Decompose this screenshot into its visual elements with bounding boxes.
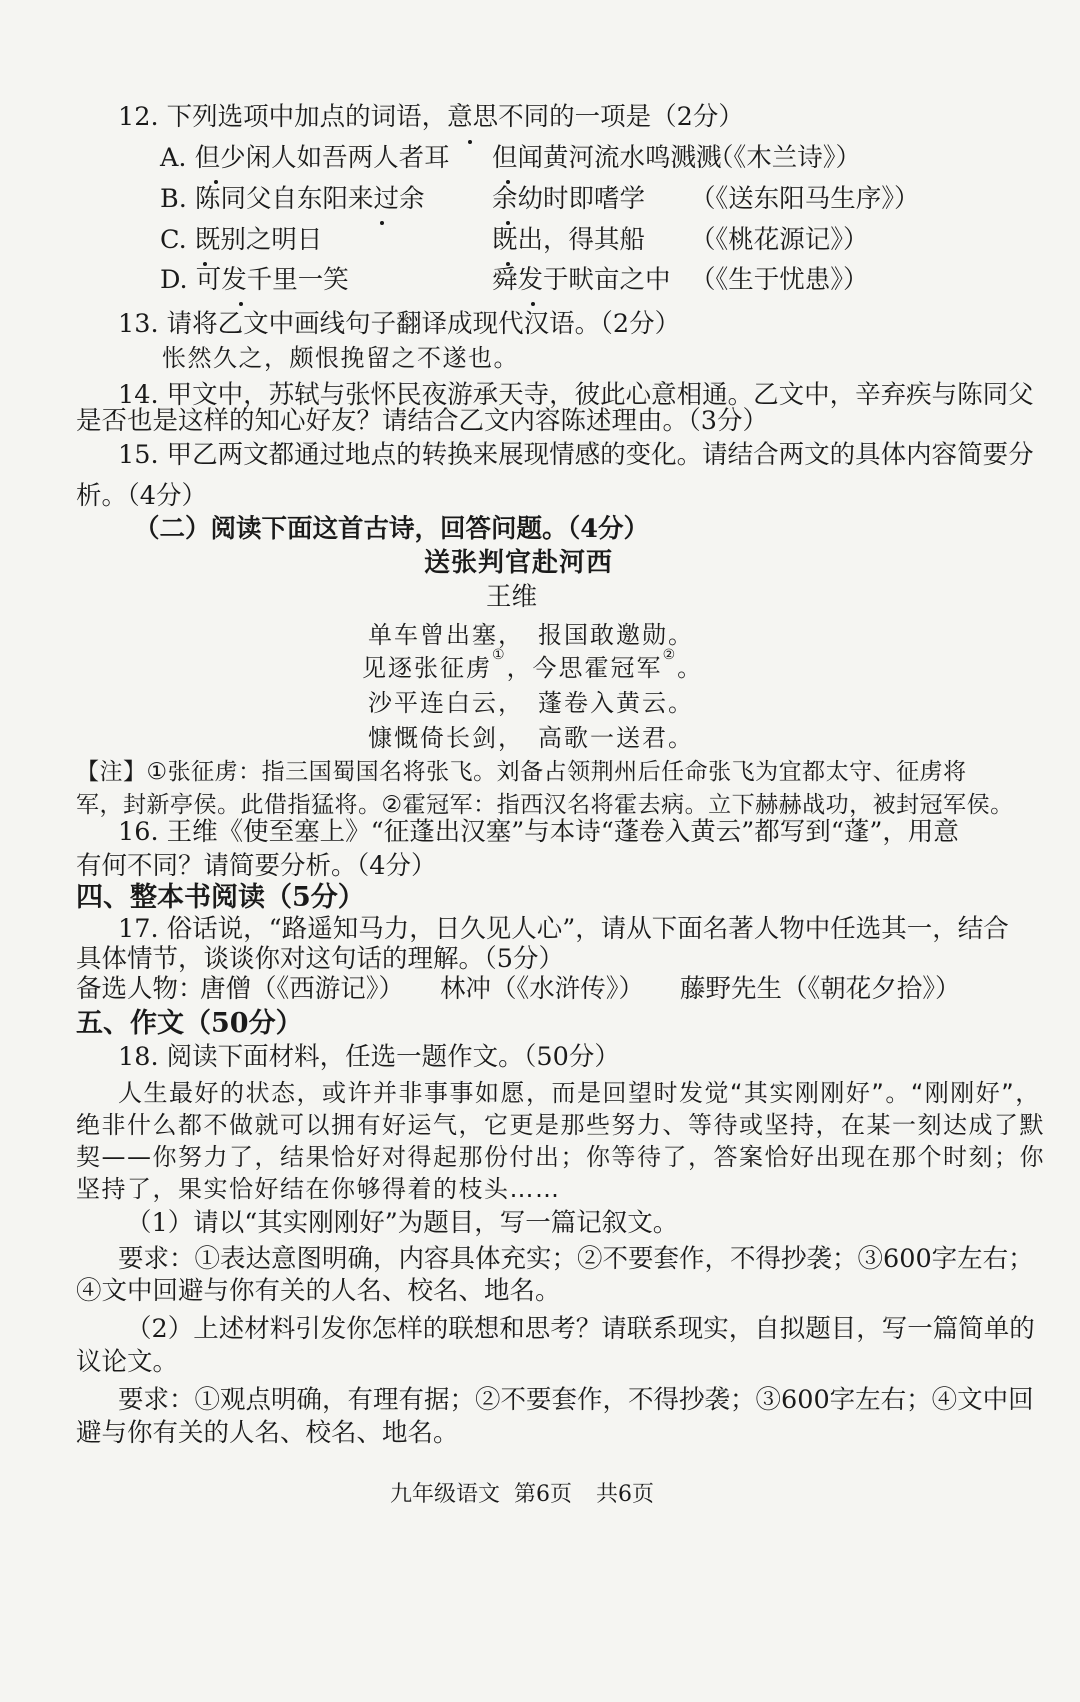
- poem-line-3: 沙平连白云， 蓬卷入黄云。: [368, 689, 694, 717]
- q14-line2: 是否也是这样的知心好友？请结合乙文内容陈述理由。（3分）: [76, 406, 768, 436]
- section2-heading: （二）阅读下面这首古诗，回答问题。（4分）: [134, 514, 649, 544]
- q18-req2-line2: 避与你有关的人名、校名、地名。: [76, 1418, 459, 1448]
- poem-line-2c: 。: [677, 654, 704, 682]
- q12-option-c-right: 既出，得其船: [492, 225, 646, 255]
- q18-stem: 18. 阅读下面材料，任选一题作文。（50分）: [118, 1042, 620, 1072]
- footer-total: 共6页: [596, 1482, 654, 1507]
- q12-option-d-right: 舜发于畎亩之中: [492, 265, 671, 295]
- footer-subject: 九年级语文: [390, 1482, 501, 1507]
- note-line1: 【注】①张征虏：指三国蜀国名将张飞。刘备占领荆州后任命张飞为宜都太守、征虏将: [76, 759, 967, 785]
- q12-option-a-left: A. 但少闲人如吾两人者耳: [160, 143, 450, 173]
- q18-material-2: 绝非什么都不做就可以拥有好运气，它更是那些努力、等待或坚持，在某一刻达成了默: [76, 1111, 1045, 1139]
- q18-material-4: 坚持了，果实恰好结在你够得着的枝头……: [76, 1175, 561, 1203]
- q17-line1: 17. 俗话说，“路遥知马力，日久见人心”，请从下面名著人物中任选其一，结合: [118, 914, 1009, 944]
- q12-option-b-right: 余幼时即嗜学: [492, 184, 646, 214]
- q18-req1-line1: 要求：①表达意图明确，内容具体充实；②不要套作，不得抄袭；③600字左右；: [118, 1244, 1034, 1274]
- q18-task2-line2: 议论文。: [76, 1347, 179, 1377]
- q12-option-d-source: （《生于忧患》）: [690, 265, 869, 295]
- q12-stem: 12. 下列选项中加点的词语，意思不同的一项是（2分）: [118, 102, 744, 132]
- q14-line1: 14. 甲文中，苏轼与张怀民夜游承天寺，彼此心意相通。乙文中，辛弃疾与陈同父: [118, 380, 1034, 410]
- q18-material-3: 契——你努力了，结果恰好对得起那份付出；你等待了，答案恰好出现在那个时刻；你: [76, 1143, 1045, 1171]
- poem-title: 送张判官赴河西: [424, 548, 614, 578]
- q12-option-d-left: D. 可发千里一笑: [160, 265, 349, 295]
- poem-line-1: 单车曾出塞， 报国敢邀勋。: [368, 621, 694, 649]
- q12-option-b-left: B. 陈同父自东阳来过余: [160, 184, 425, 214]
- q17-line2: 具体情节，谈谈你对这句话的理解。（5分）: [76, 944, 564, 974]
- poem-line-4: 慷慨倚长剑， 高歌一送君。: [368, 724, 694, 752]
- emphasis-dot: [468, 140, 472, 144]
- note-line2: 军，封新亭侯。此借指猛将。②霍冠军：指西汉名将霍去病。立下赫赫战功，被封冠军侯。: [76, 792, 1014, 818]
- poem-line-2a: 见逐张征虏: [362, 654, 492, 682]
- q18-req2-line1: 要求：①观点明确，有理有据；②不要套作，不得抄袭；③600字左右；④文中回: [118, 1385, 1034, 1415]
- q17-candidate-3: 藤野先生（《朝花夕拾》）: [680, 974, 961, 1004]
- q12-option-a-source: （《木兰诗》）: [708, 143, 862, 173]
- q18-material-1: 人生最好的状态，或许并非事事如愿，而是回望时发觉“其实刚刚好”。“刚刚好”，: [118, 1079, 1041, 1107]
- note-mark-2: ②: [662, 647, 678, 663]
- section4-heading: 四、整本书阅读（5分）: [76, 882, 365, 913]
- q12-option-c-left: C. 既别之明日: [160, 225, 323, 255]
- q17-candidate-2: 林冲（《水浒传》）: [440, 974, 645, 1004]
- q13-sentence: 怅然久之，颇恨挽留之不遂也。: [162, 344, 519, 372]
- q15-line1: 15. 甲乙两文都通过地点的转换来展现情感的变化。请结合两文的具体内容简要分: [118, 440, 1034, 470]
- q18-task1: （1）请以“其实刚刚好”为题目，写一篇记叙文。: [126, 1208, 679, 1238]
- q13-stem: 13. 请将乙文中画线句子翻译成现代汉语。（2分）: [118, 309, 681, 339]
- q12-option-c-source: （《桃花源记》）: [690, 225, 869, 255]
- q12-option-b-source: （《送东阳马生序》）: [690, 184, 920, 214]
- q18-task2-line1: （2）上述材料引发你怎样的联想和思考？请联系现实，自拟题目，写一篇简单的: [126, 1314, 1035, 1344]
- q16-line1: 16. 王维《使至塞上》“征蓬出汉塞”与本诗“蓬卷入黄云”都写到“蓬”，用意: [118, 817, 959, 847]
- q17-candidate-1: 唐僧（《西游记》）: [200, 974, 405, 1004]
- q16-line2: 有何不同？请简要分析。（4分）: [76, 851, 437, 881]
- poem-line-2b: ，今思霍冠军: [506, 654, 663, 682]
- emphasis-dot: [531, 302, 535, 306]
- q15-line2: 析。（4分）: [76, 481, 207, 511]
- q17-candidates-label: 备选人物：: [76, 974, 204, 1004]
- emphasis-dot: [380, 221, 384, 225]
- q18-req1-line2: ④文中回避与你有关的人名、校名、地名。: [76, 1276, 561, 1306]
- section5-heading: 五、作文（50分）: [76, 1008, 303, 1039]
- poem-line-2: [362, 648, 703, 683]
- note-mark-1: ①: [492, 647, 507, 663]
- poem-author: 王维: [486, 582, 538, 612]
- emphasis-dot: [239, 302, 243, 306]
- footer-page: 第6页: [514, 1482, 572, 1507]
- q12-option-a-right: 但闻黄河流水鸣溅溅: [492, 143, 722, 173]
